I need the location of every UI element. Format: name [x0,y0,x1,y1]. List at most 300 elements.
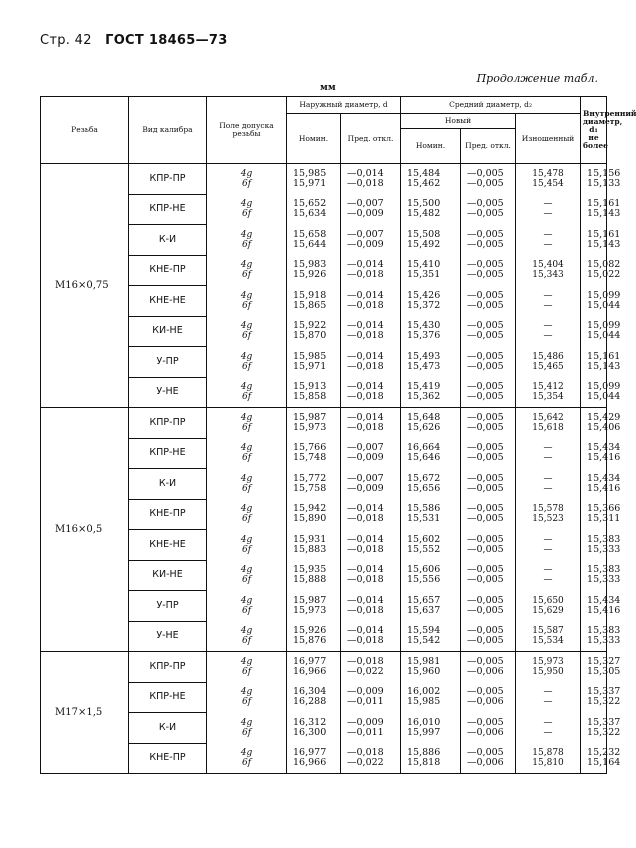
tolerance-cell-value: 4g [240,626,253,636]
mid-dev-cell-value: —0,005 [467,604,504,616]
worn-cell [516,530,581,561]
table-row [41,408,607,439]
mid-nom-cell-value: 15,594 [407,625,441,636]
mid-nom-cell-value: 15,602 [407,533,441,545]
worn-cell-value: 15,454 [532,179,564,189]
outer-nom-cell [287,743,341,774]
gauge-cell: КНЕ-ПР [129,743,207,774]
tolerance-cell-value: 6f [241,605,252,616]
gauge-cell: КНЕ-ПР [129,255,207,286]
outer-nom-cell-value: 15,758 [293,482,327,494]
inner-cell [581,743,621,774]
inner-cell-value: 15,416 [587,604,621,616]
worn-cell-value: — [543,575,553,586]
inner-cell-value: 15,311 [587,513,621,525]
tolerance-cell-value: 4g [240,290,253,301]
mid-dev-cell [461,469,516,500]
inner-cell [581,316,621,347]
mid-nom-cell-value: 15,372 [407,299,441,311]
tolerance-cell-value: 6f [241,209,252,220]
worn-cell [516,286,581,317]
worn-cell-value: — [543,239,553,250]
mid-dev-cell-value: —0,006 [467,666,504,677]
tolerance-cell-value: 6f [241,575,252,586]
mid-nom-cell-value: 15,981 [407,656,441,667]
outer-dev-cell-value: —0,014 [347,168,384,179]
inner-cell [581,438,621,469]
tolerance-cell [207,316,287,347]
inner-cell-value: 15,099 [587,289,621,301]
standard-title: ГОСТ 18465—73 [105,33,228,48]
worn-cell [516,652,581,683]
mid-dev-cell [461,713,516,744]
inner-cell-value: 15,434 [587,472,621,484]
outer-dev-cell-value: —0,011 [347,696,384,708]
worn-cell-value: 15,973 [532,657,564,667]
mid-dev-cell-value: —0,005 [467,381,504,392]
outer-nom-cell [287,408,341,439]
outer-dev-cell-value: —0,018 [347,330,384,342]
mid-nom-cell-value: 15,586 [407,503,441,515]
outer-dev-cell [341,469,401,500]
tolerance-cell [207,499,287,530]
outer-nom-cell-value: 15,865 [293,299,327,311]
mid-dev-cell [461,621,516,652]
worn-cell-value: — [543,199,553,210]
tolerance-cell-value: 4g [240,413,253,423]
tolerance-cell-value: 6f [241,179,252,189]
outer-dev-cell-value: —0,009 [347,208,384,220]
mid-nom-cell-value: 15,362 [407,391,441,402]
mid-dev-cell [461,743,516,774]
mid-dev-cell [461,255,516,286]
inner-cell-value: 15,337 [587,686,621,698]
outer-dev-cell-value: —0,014 [347,625,384,636]
tolerance-cell-value: 4g [240,473,253,484]
gauge-cell: КНЕ-НЕ [129,530,207,561]
inner-cell-value: 15,434 [587,442,621,454]
worn-cell [516,499,581,530]
outer-dev-cell-value: —0,022 [347,666,384,677]
mid-dev-cell-value: —0,005 [467,472,504,484]
tolerance-cell-value: 4g [240,748,253,758]
outer-nom-cell-value: 16,304 [293,686,327,698]
worn-cell-value: 15,642 [532,413,564,423]
worn-cell-value: — [543,229,553,240]
outer-nom-cell-value: 15,926 [293,269,327,281]
outer-dev-cell-value: —0,014 [347,594,384,606]
outer-dev-cell [341,347,401,378]
mid-dev-cell [461,560,516,591]
outer-dev-cell-value: —0,018 [347,747,384,758]
tolerance-cell-value: 4g [240,321,253,332]
inner-cell-value: 15,044 [587,299,621,311]
mid-dev-cell-value: —0,005 [467,564,504,576]
tolerance-cell-value: 6f [241,483,252,494]
tolerance-cell-value: 6f [241,758,252,768]
col-mid-group: Средний диаметр, d₂ [401,97,581,114]
outer-dev-cell-value: —0,018 [347,269,384,281]
worn-cell [516,591,581,622]
mid-dev-cell-value: —0,006 [467,726,504,738]
inner-cell-value: 15,161 [587,198,621,210]
tolerance-cell [207,530,287,561]
mid-nom-cell-value: 15,493 [407,350,441,362]
worn-cell-value: 15,810 [532,758,564,768]
mid-nom-cell [401,438,461,469]
inner-cell-value: 15,099 [587,320,621,332]
worn-cell [516,225,581,256]
mid-nom-cell-value: 15,473 [407,360,441,372]
mid-dev-cell-value: —0,005 [467,594,504,606]
mid-dev-cell-value: —0,005 [467,747,504,758]
mid-nom-cell [401,347,461,378]
tolerance-cell-value: 6f [241,331,252,342]
worn-cell-value: — [543,717,553,728]
worn-cell-value: 15,478 [532,169,564,179]
outer-nom-cell [287,194,341,225]
outer-dev-cell [341,530,401,561]
mid-dev-cell [461,591,516,622]
tolerance-cell [207,408,287,439]
inner-cell-value: 15,322 [587,696,621,708]
mid-nom-cell-value: 15,626 [407,422,441,433]
worn-cell-value: 15,343 [532,270,564,281]
col-outer-nom: Номин. [287,114,341,164]
inner-cell-value: 15,327 [587,656,621,667]
mid-dev-cell [461,530,516,561]
mid-dev-cell-value: —0,005 [467,513,504,525]
mid-dev-cell-value: —0,005 [467,656,504,667]
worn-cell [516,347,581,378]
inner-cell-value: 15,383 [587,564,621,576]
worn-cell-value: 15,578 [532,504,564,515]
mid-nom-cell-value: 15,351 [407,269,441,281]
outer-dev-cell [341,255,401,286]
mid-dev-cell-value: —0,005 [467,168,504,179]
gauge-cell: КИ-НЕ [129,560,207,591]
worn-cell-value: 15,412 [532,382,564,392]
mid-dev-cell-value: —0,005 [467,503,504,515]
outer-dev-cell-value: —0,018 [347,543,384,555]
mid-nom-cell-value: 15,556 [407,574,441,586]
worn-cell-value: — [543,453,553,464]
tolerance-cell-value: 6f [241,270,252,281]
outer-dev-cell-value: —0,009 [347,716,384,728]
mid-nom-cell [401,713,461,744]
outer-dev-cell [341,713,401,744]
inner-cell-value: 15,044 [587,391,621,402]
outer-nom-cell-value: 15,985 [293,168,327,179]
mid-dev-cell [461,347,516,378]
inner-cell [581,713,621,744]
mid-nom-cell-value: 15,657 [407,594,441,606]
tolerance-cell-value: 6f [241,239,252,250]
outer-dev-cell-value: —0,018 [347,360,384,372]
mid-dev-cell-value: —0,005 [467,238,504,250]
worn-cell-value: 15,587 [532,626,564,636]
gauge-table [40,96,636,774]
outer-dev-cell-value: —0,009 [347,482,384,494]
col-gauge: Вид калибра [129,97,207,164]
outer-nom-cell-value: 15,652 [293,198,327,210]
mid-nom-cell [401,682,461,713]
outer-nom-cell-value: 15,942 [293,503,327,515]
inner-cell-value: 15,099 [587,381,621,392]
inner-cell-value: 15,143 [587,208,621,220]
mid-dev-cell [461,316,516,347]
outer-dev-cell [341,286,401,317]
mid-nom-cell [401,408,461,439]
outer-dev-cell-value: —0,022 [347,757,384,768]
mid-dev-cell [461,408,516,439]
tolerance-cell-value: 6f [241,667,252,677]
tolerance-cell [207,164,287,195]
inner-cell-value: 15,161 [587,228,621,240]
tolerance-cell-value: 4g [240,199,253,210]
worn-cell [516,621,581,652]
outer-dev-cell-value: —0,014 [347,412,384,423]
outer-dev-cell-value: —0,014 [347,503,384,515]
mid-dev-cell-value: —0,005 [467,299,504,311]
mid-nom-cell-value: 15,637 [407,604,441,616]
worn-cell [516,194,581,225]
mid-dev-cell [461,164,516,195]
mid-nom-cell [401,377,461,408]
mid-dev-cell-value: —0,005 [467,350,504,362]
worn-cell [516,164,581,195]
outer-nom-cell-value: 15,987 [293,412,327,423]
tolerance-cell-value: 6f [241,727,252,738]
tolerance-cell [207,194,287,225]
worn-cell-value: — [543,544,553,555]
worn-cell-value: — [543,687,553,698]
tolerance-cell [207,591,287,622]
outer-dev-cell-value: —0,009 [347,686,384,698]
outer-nom-cell-value: 15,973 [293,422,327,433]
outer-nom-cell [287,469,341,500]
tolerance-cell [207,560,287,591]
mid-dev-cell-value: —0,005 [467,208,504,220]
mid-dev-cell [461,377,516,408]
tolerance-cell [207,286,287,317]
mid-nom-cell-value: 16,664 [407,442,441,454]
mid-nom-cell-value: 15,886 [407,747,441,758]
outer-dev-cell-value: —0,014 [347,381,384,392]
mid-dev-cell-value: —0,005 [467,422,504,433]
inner-cell [581,286,621,317]
tolerance-cell-value: 6f [241,423,252,433]
tolerance-cell-value: 4g [240,565,253,576]
thread-cell: M16×0,75 [41,164,129,408]
inner-cell-value: 15,022 [587,269,621,281]
outer-dev-cell-value: —0,018 [347,178,384,189]
tolerance-cell [207,377,287,408]
mid-nom-cell-value: 15,410 [407,259,441,271]
inner-cell [581,347,621,378]
worn-cell [516,713,581,744]
mid-dev-cell-value: —0,005 [467,330,504,342]
inner-cell-value: 15,143 [587,238,621,250]
mid-nom-cell-value: 15,492 [407,238,441,250]
worn-cell-value: — [543,697,553,708]
worn-cell-value: — [543,473,553,484]
mid-nom-cell-value: 15,542 [407,635,441,646]
mid-nom-cell [401,591,461,622]
outer-nom-cell-value: 16,977 [293,747,327,758]
inner-cell [581,225,621,256]
tolerance-cell-value: 4g [240,657,253,667]
outer-dev-cell [341,438,401,469]
outer-dev-cell [341,682,401,713]
worn-cell [516,377,581,408]
worn-cell-value: 15,650 [532,595,564,606]
mid-dev-cell-value: —0,005 [467,391,504,402]
inner-cell [581,499,621,530]
tolerance-cell-value: 4g [240,229,253,240]
mid-nom-cell-value: 15,552 [407,543,441,555]
inner-cell-value: 15,161 [587,350,621,362]
worn-cell-value: — [543,727,553,738]
mid-dev-cell-value: —0,005 [467,635,504,646]
inner-cell [581,591,621,622]
tolerance-cell-value: 4g [240,169,253,179]
inner-cell-value: 15,383 [587,625,621,636]
mid-dev-cell-value: —0,005 [467,360,504,372]
outer-nom-cell [287,560,341,591]
worn-cell-value: 15,618 [532,423,564,433]
mid-dev-cell [461,194,516,225]
outer-nom-cell-value: 15,883 [293,543,327,555]
outer-nom-cell-value: 15,876 [293,635,327,646]
mid-nom-cell-value: 16,010 [407,716,441,728]
outer-nom-cell [287,591,341,622]
outer-nom-cell-value: 15,658 [293,228,327,240]
tolerance-cell-value: 6f [241,544,252,555]
inner-cell-value: 15,366 [587,503,621,515]
outer-dev-cell [341,164,401,195]
inner-cell-value: 15,143 [587,360,621,372]
mid-dev-cell [461,652,516,683]
mid-dev-cell-value: —0,005 [467,269,504,281]
outer-nom-cell-value: 16,288 [293,696,327,708]
worn-cell-value: 15,629 [532,605,564,616]
worn-cell-value: 15,523 [532,514,564,525]
gauge-cell: КПР-НЕ [129,194,207,225]
mid-dev-cell [461,682,516,713]
outer-dev-cell-value: —0,018 [347,513,384,525]
outer-dev-cell-value: —0,007 [347,442,384,454]
inner-cell-value: 15,383 [587,533,621,545]
outer-nom-cell [287,347,341,378]
gauge-cell: КНЕ-НЕ [129,286,207,317]
mid-nom-cell-value: 15,960 [407,666,441,677]
tolerance-cell [207,621,287,652]
outer-nom-cell-value: 16,966 [293,757,327,768]
page-number: Стр. 42 [40,33,92,48]
outer-nom-cell-value: 15,634 [293,208,327,220]
outer-nom-cell [287,499,341,530]
worn-cell-value: — [543,331,553,342]
outer-nom-cell-value: 15,931 [293,533,327,545]
outer-dev-cell [341,560,401,591]
mid-nom-cell [401,255,461,286]
mid-dev-cell-value: —0,005 [467,442,504,454]
tolerance-cell [207,652,287,683]
outer-nom-cell [287,530,341,561]
tolerance-cell [207,743,287,774]
mid-dev-cell-value: —0,005 [467,574,504,586]
outer-dev-cell [341,316,401,347]
worn-cell [516,560,581,591]
tolerance-cell-value: 4g [240,260,253,271]
inner-cell-value: 15,333 [587,574,621,586]
inner-cell [581,652,621,683]
outer-dev-cell [341,621,401,652]
inner-cell-value: 15,429 [587,412,621,423]
outer-dev-cell-value: —0,014 [347,564,384,576]
tolerance-cell [207,255,287,286]
worn-cell-value: — [543,209,553,220]
worn-cell-value: 15,534 [532,636,564,646]
outer-dev-cell-value: —0,007 [347,228,384,240]
gauge-cell: КПР-НЕ [129,438,207,469]
outer-nom-cell [287,255,341,286]
col-thread: Резьба [41,97,129,164]
tolerance-cell-value: 6f [241,392,252,402]
worn-cell [516,438,581,469]
outer-nom-cell [287,286,341,317]
gauge-cell: У-НЕ [129,377,207,408]
outer-dev-cell-value: —0,018 [347,604,384,616]
worn-cell-value: 15,404 [532,260,564,271]
inner-cell-value: 15,416 [587,482,621,494]
mid-nom-cell-value: 15,818 [407,757,441,768]
outer-nom-cell-value: 16,977 [293,656,327,667]
tolerance-cell [207,225,287,256]
tolerance-cell-value: 4g [240,504,253,515]
worn-cell [516,316,581,347]
inner-cell [581,621,621,652]
inner-cell-value: 15,044 [587,330,621,342]
worn-cell [516,682,581,713]
mid-nom-cell [401,652,461,683]
mid-dev-cell-value: —0,005 [467,452,504,464]
outer-nom-cell-value: 16,966 [293,666,327,677]
col-mid-nom: Номин. [401,129,461,164]
mid-dev-cell-value: —0,005 [467,198,504,210]
tolerance-cell-value: 4g [240,443,253,454]
col-outer-dev: Пред. откл. [341,114,401,164]
mid-dev-cell-value: —0,005 [467,289,504,301]
outer-nom-cell-value: 15,922 [293,320,327,332]
col-mid-worn: Изношенный [516,114,581,164]
mid-dev-cell [461,438,516,469]
tolerance-cell-value: 6f [241,453,252,464]
gauge-cell: У-ПР [129,591,207,622]
mid-nom-cell-value: 15,482 [407,208,441,220]
tolerance-cell [207,347,287,378]
inner-cell-value: 15,082 [587,259,621,271]
mid-nom-cell-value: 15,606 [407,564,441,576]
inner-cell-value: 15,406 [587,422,621,433]
mid-nom-cell-value: 15,985 [407,696,441,708]
outer-nom-cell-value: 15,644 [293,238,327,250]
outer-nom-cell-value: 15,987 [293,594,327,606]
inner-cell [581,682,621,713]
worn-cell [516,469,581,500]
outer-dev-cell [341,652,401,683]
